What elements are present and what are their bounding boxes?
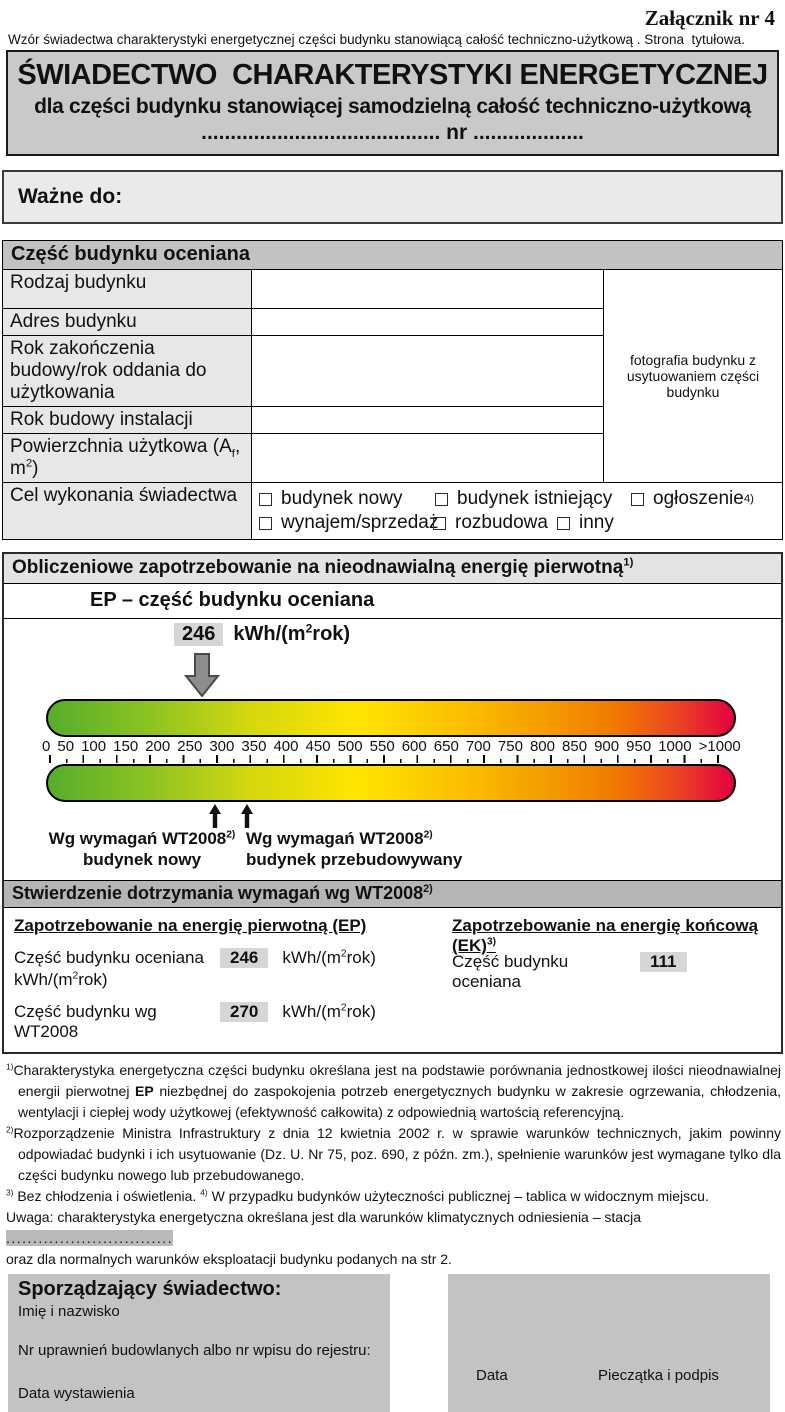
field-building-address[interactable] <box>251 308 603 335</box>
ek-evaluated-row: Część budynku oceniana 111 <box>452 952 701 992</box>
ep-value-badge: 246 <box>174 623 223 646</box>
checkbox-rozbudowa[interactable]: rozbudowa <box>433 511 557 535</box>
checkbox-icon[interactable] <box>433 517 446 530</box>
ep-evaluated-row: Część budynku oceniana 246 kWh/$(m^2rok)$ <box>14 948 376 967</box>
title-box <box>6 50 779 156</box>
signature-labels-row <box>448 1367 770 1412</box>
checkbox-icon[interactable] <box>259 493 272 506</box>
compliance-header: Stwierdzenie dotrzymania wymagań wg WT2008$^{2)}$ <box>4 880 781 908</box>
issuer-section <box>8 1274 785 1412</box>
ep-unit: kWh/$(m^2rok)$ <box>233 621 351 645</box>
building-table <box>2 269 783 540</box>
wt2008-reference-unit: kWh/$(m^2rok)$ <box>282 1002 376 1021</box>
ep-value-line <box>174 623 781 651</box>
building-section-header: Część budynku oceniana <box>2 240 783 269</box>
field-building-type[interactable] <box>251 270 603 308</box>
energy-scale-bar-top <box>46 699 736 737</box>
checkbox-icon[interactable] <box>557 517 570 530</box>
label-installation-year: Rok budowy instalacji <box>3 406 251 433</box>
checkbox-icon[interactable] <box>631 493 644 506</box>
climate-note-line-2: oraz dla normalnych warunków eksploatacji budynku podanych na str 2. <box>6 1251 452 1267</box>
primary-energy-section <box>2 552 783 1054</box>
stamp-signature-label: Pieczątka i podpis <box>598 1367 719 1384</box>
certificate-number-line: ......................................... nr ................... <box>201 121 584 144</box>
field-construction-year[interactable] <box>251 335 603 406</box>
primary-energy-header: Obliczeniowe zapotrzebowanie na nieodnawialną energię pierwotną$^{1)}$ <box>4 554 781 584</box>
axis-tick-marks <box>49 755 719 763</box>
checkbox-wynajem-sprzedaz[interactable]: wynajem/sprzedaż <box>259 511 433 535</box>
wt2008-marker-arrows <box>4 802 781 828</box>
issuer-header: Sporządzający świadectwo: <box>18 1278 282 1300</box>
ek-column-header: Zapotrzebowanie na energię końcową (EK)$^{3)}$ <box>452 916 759 955</box>
building-photo-placeholder: fotografia budynku z usytuowaniem części budynku <box>603 270 782 482</box>
energy-scale-bar-bottom <box>46 764 736 802</box>
ep-scale-chart <box>4 619 781 878</box>
issuer-box <box>8 1274 390 1412</box>
footnotes <box>6 1060 781 1270</box>
purpose-options-row-2 <box>259 511 775 535</box>
signature-date-label: Data <box>476 1367 508 1384</box>
ek-evaluated-value: 111 <box>640 952 687 972</box>
certificate-purpose-options <box>251 482 782 539</box>
ep-column-header: Zapotrzebowanie na energię pierwotną (EP) <box>14 916 367 935</box>
ep-evaluated-part-label: EP – część budynku oceniana <box>4 584 781 619</box>
ep-evaluated-value: 246 <box>220 948 268 968</box>
marker-label-new-building: Wg wymagań WT2008$^{2)}$ budynek nowy <box>48 829 236 869</box>
attachment-label: Załącznik nr 4 <box>644 6 775 30</box>
label-usable-area: Powierzchnia użytkowa ($A_f$, $m^2$) <box>3 433 251 482</box>
field-installation-year[interactable] <box>251 406 603 433</box>
compliance-area <box>4 908 781 1052</box>
station-fill-in-field[interactable]: ............................... <box>6 1230 174 1246</box>
label-construction-year: Rok zakończenia budowy/rok oddania do użytkowania <box>3 335 251 406</box>
signature-box <box>448 1274 770 1412</box>
issuer-license-label: Nr uprawnień budowlanych albo nr wpisu do rejestru: <box>18 1342 371 1359</box>
footnote-2: $^{2)}$Rozporządzenie Ministra Infrastruktury z dnia 12 kwietnia 2002 r. w sprawie warunków technicznych, jakim powinny odpowiadać budynki i ich usytuowanie (Dz. U. Nr 75, poz. 690, z późn. zm.), spełnienie warunków jest wymagane tylko dla części budynku nowego lub przebudowanego. <box>6 1124 781 1183</box>
issuer-name-label: Imię i nazwisko <box>18 1303 120 1320</box>
page-subtitle: dla części budynku stanowiącej samodzielną całość techniczno-użytkową <box>34 95 751 118</box>
purpose-options-row-1 <box>259 487 775 511</box>
building-section <box>2 240 783 540</box>
ep-evaluated-unit: kWh/$(m^2rok)$ <box>282 948 376 967</box>
checkbox-budynek-istniejacy[interactable]: budynek istniejący <box>435 487 631 511</box>
climate-note: Uwaga: charakterystyka energetyczna określana jest dla warunków klimatycznych odniesienia – stacja ............................... <box>6 1209 641 1246</box>
ek-unit-wrapped: kWh/$(m^2rok)$ <box>14 970 108 989</box>
checkbox-icon[interactable] <box>435 493 448 506</box>
ep-pointer-arrow-icon <box>184 653 781 697</box>
label-building-type: Rodzaj budynku <box>3 270 251 308</box>
wt2008-reference-value: 270 <box>220 1002 268 1022</box>
valid-until-box <box>2 170 783 224</box>
page-title: ŚWIADECTWO CHARAKTERYSTYKI ENERGETYCZNEJ <box>17 59 768 91</box>
marker-label-rebuilt-building: Wg wymagań WT2008$^{2)}$ budynek przebudowywany <box>246 829 463 869</box>
checkbox-inny[interactable]: inny <box>557 511 614 535</box>
field-usable-area[interactable] <box>251 433 603 482</box>
wt2008-marker-labels <box>4 828 781 878</box>
energy-scale-axis: 0 50 100 150 200 250 300 350 400 450 500 550 600 650 700 750 800 850 900 950 1000 >1000 <box>42 738 741 755</box>
valid-until-label: Ważne do: <box>18 185 123 208</box>
footnote-3-4: $^{3)}$ Bez chłodzenia i oświetlenia. $^{4)}$ W przypadku budynków użyteczności publicznej – tablica w widocznym miejscu. <box>6 1187 709 1204</box>
label-certificate-purpose: Cel wykonania świadectwa <box>3 482 251 539</box>
valid-until-field[interactable] <box>122 172 781 222</box>
footnote-1: $^{1)}$Charakterystyka energetyczna części budynku określana jest na podstawie porównania jednostkowej ilości nieodnawialnej energii pierwotnej EP niezbędnej do zaspokojenia potrzeb energetycznych budynku w zakresie ogrzewania, chłodzenia, wentylacji i ciepłej wody użytkowej (efektywność całkowita) z odpowiednią wartością referencyjną. <box>6 1061 781 1120</box>
issuer-issue-date-label: Data wystawienia <box>18 1385 135 1402</box>
checkbox-budynek-nowy[interactable]: budynek nowy <box>259 487 435 511</box>
checkbox-ogloszenie[interactable]: ogłoszenie 4) <box>631 487 754 511</box>
label-building-address: Adres budynku <box>3 308 251 335</box>
form-description: Wzór świadectwa charakterystyki energetycznej części budynku stanowiącą całość techniczno-użytkową . Strona tytułowa. <box>8 32 745 47</box>
wt2008-reference-row: Część budynku wg WT2008 270 kWh/$(m^2rok)$ <box>14 1002 376 1041</box>
checkbox-icon[interactable] <box>259 517 272 530</box>
